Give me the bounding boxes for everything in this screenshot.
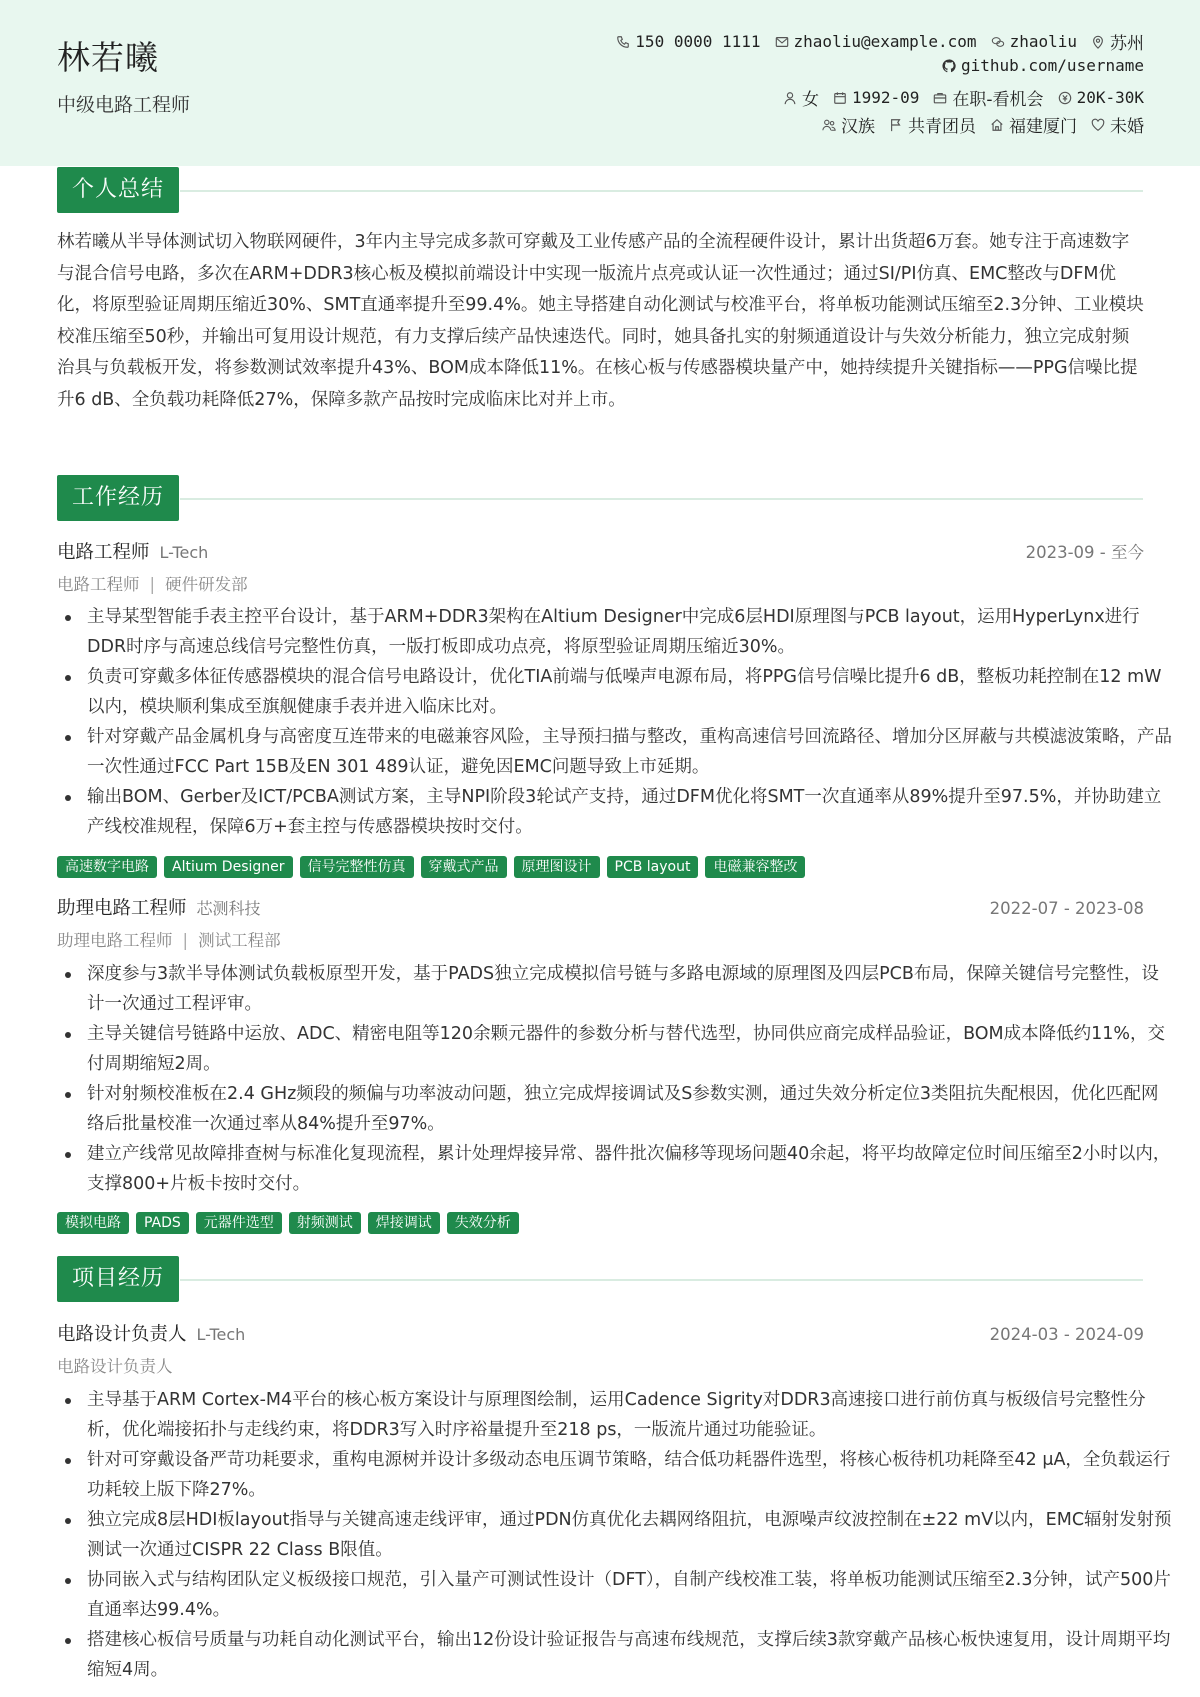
entry-company: L-Tech (196, 1325, 246, 1344)
entry-subtitle: 助理电路工程师 | 测试工程部 (57, 931, 281, 950)
salary-item: 20K-30K (1058, 88, 1144, 107)
github-icon (942, 59, 956, 73)
list-item: 搭建核心板信号质量与功耗自动化测试平台，输出12份设计验证报告与高速布线规范，支撑后续3款穿戴产品核心板快速复用，设计周期平均缩短4周。 (87, 1625, 1174, 1685)
home-icon (990, 118, 1004, 132)
work-section-header (57, 475, 179, 521)
skill-tag: 原理图设计 (514, 856, 600, 878)
hometown-item: 福建厦门 (990, 112, 1077, 137)
list-item: 针对穿戴产品金属机身与高密度互连带来的电磁兼容风险，主导预扫描与整改，重构高速信号回流路径、增加分区屏蔽与共模滤波策略，产品一次性通过FCC Part 15B及EN 301 489认证，避免因EMC问题导致上市延期。 (87, 722, 1174, 782)
entry-dept: 硬件研发部 (165, 575, 248, 594)
calendar-icon (833, 91, 847, 105)
skill-tag: 元器件选型 (196, 1212, 282, 1234)
list-item: 负责可穿戴多体征传感器模块的混合信号电路设计，优化TIA前端与低噪声电源布局，将PPG信号信噪比提升6 dB，整板功耗控制在12 mW以内，模块顺利集成至旗舰健康手表并进入临床比对。 (87, 662, 1174, 722)
list-item: 针对可穿戴设备严苛功耗要求，重构电源树并设计多级动态电压调节策略，结合低功耗器件选型，将核心板待机功耗降至42 μA，全负载运行功耗较上版下降27%。 (87, 1445, 1174, 1505)
work-entry-bullets (57, 602, 1174, 842)
candidate-title: 中级电路工程师 (57, 94, 191, 116)
politics-item: 共青团员 (889, 112, 976, 137)
entry-date: 2023-09 - 至今 (1025, 543, 1144, 562)
flag-icon (889, 118, 903, 132)
entry-title: 电路设计负责人 (57, 1324, 187, 1345)
contact-row-3 (783, 85, 1144, 110)
contact-row-2 (942, 56, 1144, 75)
entry-subtitle: 电路工程师 | 硬件研发部 (57, 575, 248, 594)
skill-tag: 高速数字电路 (57, 856, 157, 878)
project-entry-bullets (57, 1385, 1174, 1685)
summary-section-header (57, 167, 179, 213)
entry-subtitle (57, 1353, 173, 1377)
briefcase-icon (933, 91, 947, 105)
entry-company: 芯测科技 (196, 899, 261, 918)
skill-tag: 穿戴式产品 (421, 856, 507, 878)
phone-item[interactable]: 150 0000 1111 (616, 32, 760, 51)
mail-icon (775, 35, 789, 49)
summary-text: 林若曦从半导体测试切入物联网硬件，3年内主导完成多款可穿戴及工业传感产品的全流程硬件设计，累计出货超6万套。她专注于高速数字与混合信号电路，多次在ARM+DDR3核心板及模拟前端设计中实现一版流片点亮或认证一次性通过；通过SI/PI仿真、EMC整改与DFM优化，将原型验证周期压缩近30%、SMT直通率提升至99.4%。她主导搭建自动化测试与校准平台，将单板功能测试压缩至2.3分钟、工业模块校准压缩至50秒，并输出可复用设计规范，有力支撑后续产品快速迭代。同时，她具备扎实的射频通道设计与失效分析能力，独立完成射频治具与负载板开发，将参数测试效率提升43%、BOM成本降低11%。在核心板与传感器模块量产中，她持续提升关键指标——PPG信噪比提升6 dB、全负载功耗降低27%，保障多款产品按时完成临床比对并上市。 (57, 232, 1144, 410)
list-item: 主导关键信号链路中运放、ADC、精密电阻等120余颗元器件的参数分析与替代选型，协同供应商完成样品验证，BOM成本降低约11%，交付周期缩短2周。 (87, 1019, 1174, 1079)
project-section-title: 项目经历 (57, 1256, 179, 1302)
skill-tag: 失效分析 (447, 1212, 519, 1234)
money-icon (1058, 91, 1072, 105)
wechat-item[interactable]: zhaoliu (991, 32, 1077, 51)
skill-tag: PCB layout (607, 856, 699, 878)
resume-header (0, 0, 1200, 166)
skill-tag: 电磁兼容整改 (705, 856, 805, 878)
section-divider (180, 1279, 1143, 1281)
skill-tag: 模拟电路 (57, 1212, 129, 1234)
list-item: 独立完成8层HDI板layout指导与关键高速走线评审，通过PDN仿真优化去耦网络阻抗，电源噪声纹波控制在±22 mV以内，EMC辐射发射预测试一次通过CISPR 22 Class B限值。 (87, 1505, 1174, 1565)
skill-tag: 射频测试 (289, 1212, 361, 1234)
city-item: 苏州 (1091, 29, 1144, 54)
entry-dept: 测试工程部 (198, 931, 281, 950)
contact-row-1 (616, 29, 1144, 54)
section-divider (180, 498, 1143, 500)
birth-item: 1992-09 (833, 88, 919, 107)
github-item[interactable]: github.com/username (942, 56, 1144, 75)
summary-section-title: 个人总结 (57, 167, 179, 213)
skill-tags (57, 856, 805, 878)
work-entry-bullets (57, 959, 1174, 1199)
person-icon (783, 91, 797, 105)
entry-company: L-Tech (159, 543, 209, 562)
email-item[interactable]: zhaoliu@example.com (775, 32, 977, 51)
entry-date: 2022-07 - 2023-08 (989, 899, 1144, 918)
project-section-header (57, 1256, 179, 1302)
marital-item: 未婚 (1091, 112, 1144, 137)
entry-role: 助理电路工程师 (57, 931, 173, 950)
list-item: 深度参与3款半导体测试负载板原型开发，基于PADS独立完成模拟信号链与多路电源域的原理图及四层PCB布局，保障关键信号完整性，设计一次通过工程评审。 (87, 959, 1174, 1019)
work-entry-header (57, 538, 1144, 564)
skill-tag: PADS (136, 1212, 189, 1234)
list-item: 主导基于ARM Cortex-M4平台的核心板方案设计与原理图绘制，运用Cadence Sigrity对DDR3高速接口进行前仿真与板级信号完整性分析，优化端接拓扑与走线约束，将DDR3写入时序裕量提升至218 ps，一版流片通过功能验证。 (87, 1385, 1174, 1445)
list-item: 主导某型智能手表主控平台设计，基于ARM+DDR3架构在Altium Designer中完成6层HDI原理图与PCB layout，运用HyperLynx进行DDR时序与高速总线信号完整性仿真，一版打板即成功点亮，将原型验证周期压缩近30%。 (87, 602, 1174, 662)
heart-icon (1091, 118, 1105, 132)
project-entry-header (57, 1320, 1144, 1346)
contact-row-4 (822, 112, 1144, 137)
section-divider (180, 190, 1143, 192)
entry-date: 2024-03 - 2024-09 (989, 1325, 1144, 1344)
skill-tag: 信号完整性仿真 (300, 856, 414, 878)
wechat-icon (991, 35, 1005, 49)
location-icon (1091, 35, 1105, 49)
phone-icon (616, 35, 630, 49)
skill-tag: Altium Designer (164, 856, 293, 878)
gender-item: 女 (783, 85, 819, 110)
entry-role: 电路工程师 (57, 575, 140, 594)
candidate-name: 林若曦 (57, 38, 159, 77)
entry-title: 电路工程师 (57, 542, 150, 563)
work-entry-header (57, 894, 1144, 920)
list-item: 建立产线常见故障排查树与标准化复现流程，累计处理焊接异常、器件批次偏移等现场问题40余起，将平均故障定位时间压缩至2小时以内，支撑800+片板卡按时交付。 (87, 1139, 1174, 1199)
entry-title: 助理电路工程师 (57, 898, 187, 919)
skill-tag: 焊接调试 (368, 1212, 440, 1234)
work-section-title: 工作经历 (57, 475, 179, 521)
status-item: 在职-看机会 (933, 85, 1043, 110)
list-item: 协同嵌入式与结构团队定义板级接口规范，引入量产可测试性设计（DFT），自制产线校准工装，将单板功能测试压缩至2.3分钟，试产500片直通率达99.4%。 (87, 1565, 1174, 1625)
entry-role: 电路设计负责人 (57, 1357, 173, 1376)
ethnicity-item: 汉族 (822, 112, 875, 137)
list-item: 输出BOM、Gerber及ICT/PCBA测试方案，主导NPI阶段3轮试产支持，通过DFM优化将SMT一次直通率从89%提升至97.5%，并协助建立产线校准规程，保障6万+套主控与传感器模块按时交付。 (87, 782, 1174, 842)
list-item: 针对射频校准板在2.4 GHz频段的频偏与功率波动问题，独立完成焊接调试及S参数实测，通过失效分析定位3类阻抗失配根因，优化匹配网络后批量校准一次通过率从84%提升至97%。 (87, 1079, 1174, 1139)
people-icon (822, 118, 836, 132)
skill-tags (57, 1212, 519, 1234)
